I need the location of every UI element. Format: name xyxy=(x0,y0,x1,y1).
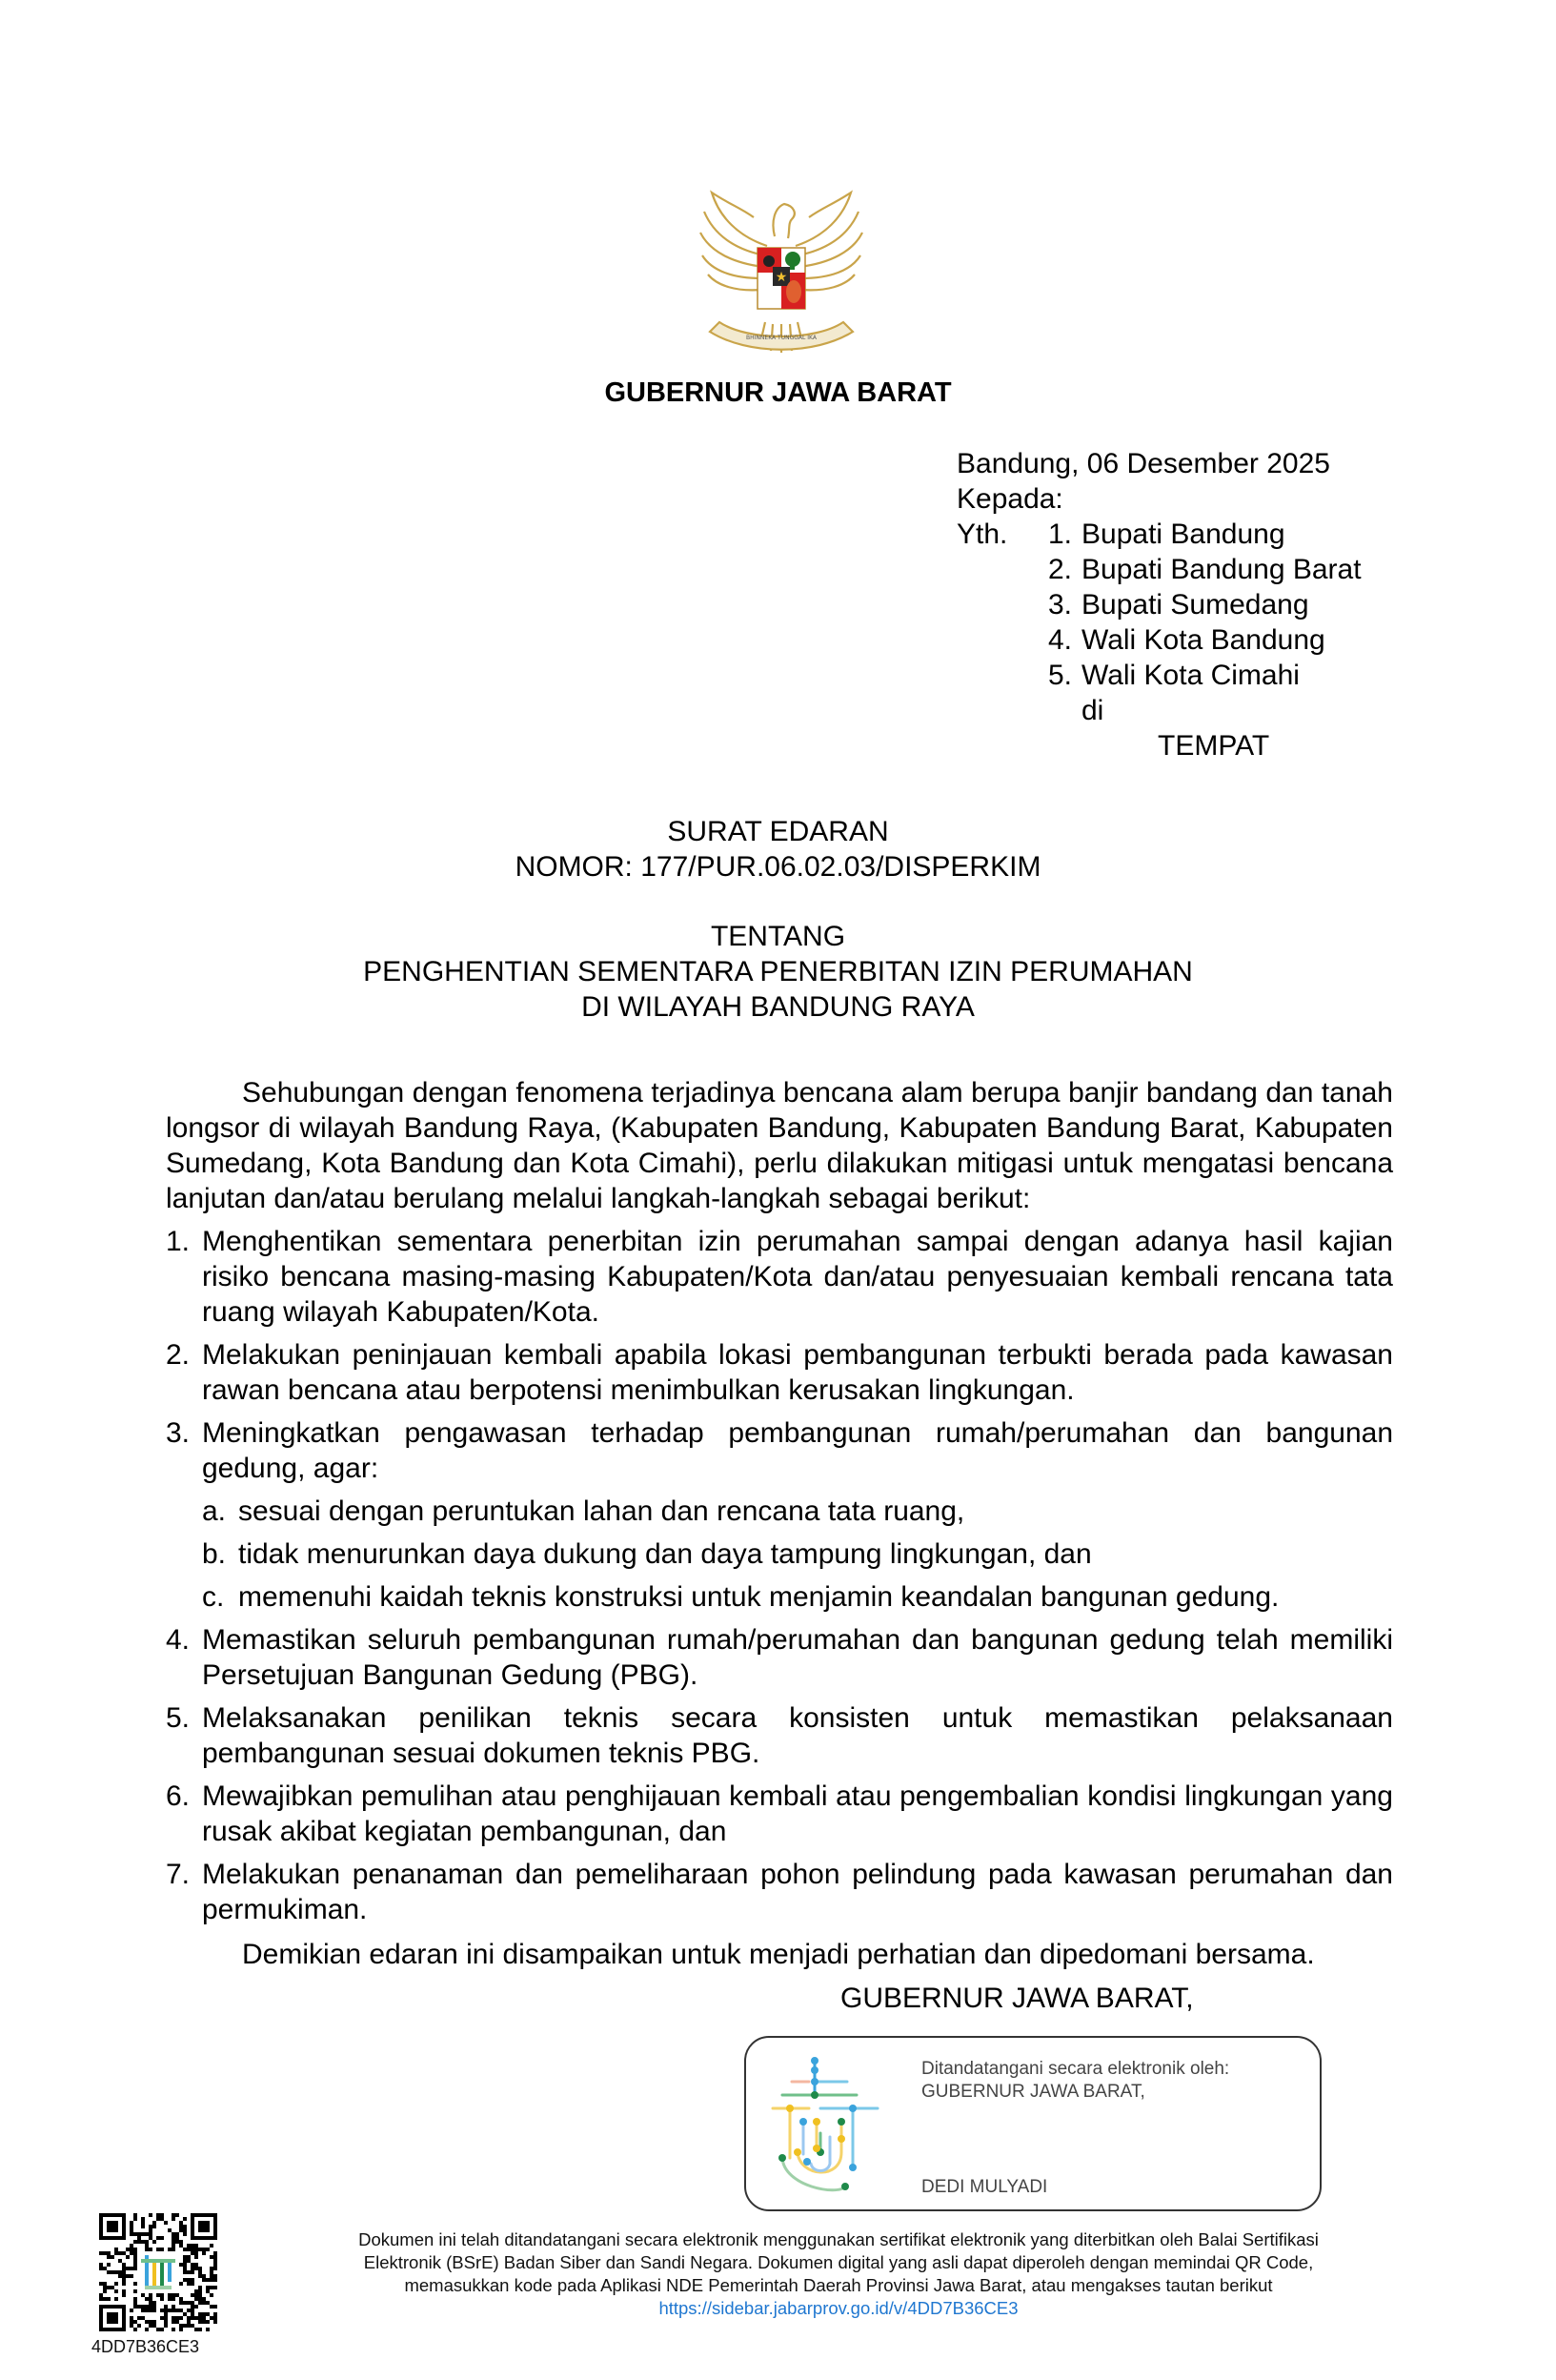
item-text: Meningkatkan pengawasan terhadap pembangunan rumah/perumahan dan bangunan gedung, agar: xyxy=(202,1417,1393,1484)
esign-position: GUBERNUR JAWA BARAT, xyxy=(921,2082,1145,2102)
subject-line-2: DI WILAYAH BANDUNG RAYA xyxy=(581,991,975,1023)
letter-type: SURAT EDARAN xyxy=(667,816,889,847)
signatory-title: GUBERNUR JAWA BARAT, xyxy=(840,1983,1194,2014)
footer-line-1: Dokumen ini telah ditandatangani secara elektronik menggunakan sertifikat elektronik yang diterbitkan oleh Balai Sertifikasi xyxy=(358,2229,1319,2249)
sub-list-item xyxy=(166,1579,1393,1615)
list-item xyxy=(166,1622,1393,1693)
letterhead-title: GUBERNUR JAWA BARAT xyxy=(604,377,952,408)
sub-item-text: memenuhi kaidah teknis konstruksi untuk menjamin keandalan bangunan gedung. xyxy=(238,1581,1280,1613)
footer-note xyxy=(267,2228,1410,2320)
qr-code-icon[interactable] xyxy=(99,2213,217,2331)
esign-label: Ditandatangani secara elektronik oleh: xyxy=(921,2059,1230,2079)
item-text: Melaksanakan penilikan teknis secara konsisten untuk memastikan pelaksanaan pembangunan sesuai dokumen teknis PBG. xyxy=(202,1702,1393,1769)
recipient-row xyxy=(957,658,1362,693)
footer-line-3: memasukkan kode pada Aplikasi NDE Pemerintah Daerah Provinsi Jawa Barat, atau mengakses tautan berikut xyxy=(404,2275,1273,2295)
intro-paragraph: Sehubungan dengan fenomena terjadinya bencana alam berupa banjir bandang dan tanah longsor di wilayah Bandung Raya, (Kabupaten Bandung, Kabupaten Bandung Barat, Kabupaten Sumedang, Kota Bandung dan Kota Cimahi), perlu dilakukan mitigasi untuk mengatasi bencana lanjutan dan/atau berulang melalui langkah-langkah sebagai berikut: xyxy=(166,1077,1393,1214)
recipient-num: 5. xyxy=(1047,660,1072,691)
item-number: 5. xyxy=(166,1702,191,1734)
list-item xyxy=(166,1700,1393,1771)
sub-item-letter: c. xyxy=(202,1581,225,1613)
sub-item-letter: a. xyxy=(202,1495,227,1527)
recipient-name: Bupati Bandung Barat xyxy=(1081,554,1362,585)
list-item xyxy=(166,1857,1393,1927)
recipient-row xyxy=(957,552,1362,587)
sub-item-text: sesuai dengan peruntukan lahan dan rencana tata ruang, xyxy=(238,1495,965,1527)
list-item xyxy=(166,1415,1393,1486)
jabar-esign-logo-icon xyxy=(771,2053,881,2196)
sub-list-item xyxy=(166,1494,1393,1529)
recipient-num: 1. xyxy=(1047,519,1072,550)
subject-line-1: PENGHENTIAN SEMENTARA PENERBITAN IZIN PERUMAHAN xyxy=(363,956,1193,987)
item-number: 2. xyxy=(166,1339,191,1371)
item-number: 7. xyxy=(166,1859,191,1890)
list-item xyxy=(166,1224,1393,1330)
item-number: 6. xyxy=(166,1780,191,1812)
list-item xyxy=(166,1337,1393,1408)
to-label: Kepada: xyxy=(957,483,1063,515)
tempat-label: TEMPAT xyxy=(1158,730,1270,762)
recipient-row xyxy=(957,517,1362,552)
sub-list-item xyxy=(166,1536,1393,1572)
recipient-num: 3. xyxy=(1047,589,1072,620)
letter-number: NOMOR: 177/PUR.06.02.03/DISPERKIM xyxy=(515,851,1041,883)
item-text: Memastikan seluruh pembangunan rumah/perumahan dan bangunan gedung telah memiliki Persetujuan Bangunan Gedung (PBG). xyxy=(202,1624,1393,1691)
list-item xyxy=(166,1779,1393,1849)
recipient-name: Wali Kota Cimahi xyxy=(1081,660,1300,691)
place-date: Bandung, 06 Desember 2025 xyxy=(957,448,1330,479)
di-label: di xyxy=(1081,695,1104,726)
closing-paragraph: Demikian edaran ini disampaikan untuk menjadi perhatian dan dipedomani bersama. xyxy=(242,1939,1315,1970)
recipient-row xyxy=(957,622,1362,658)
sub-item-letter: b. xyxy=(202,1538,227,1570)
svg-text:★: ★ xyxy=(775,270,788,285)
item-text: Melakukan peninjauan kembali apabila lokasi pembangunan terbukti berada pada kawasan rawan bencana atau berpotensi menimbulkan kerusakan lingkungan. xyxy=(202,1339,1393,1406)
recipient-name: Wali Kota Bandung xyxy=(1081,624,1325,656)
recipient-name: Bupati Bandung xyxy=(1081,519,1285,550)
sub-item-text: tidak menurunkan daya dukung dan daya tampung lingkungan, dan xyxy=(238,1538,1092,1570)
recipient-num: 4. xyxy=(1047,624,1072,656)
item-text: Melakukan penanaman dan pemeliharaan pohon pelindung pada kawasan perumahan dan permukiman. xyxy=(202,1859,1393,1925)
address-block xyxy=(957,446,1362,763)
emblem-motto: BHINNEKA TUNGGAL IKA xyxy=(746,335,817,341)
recipient-num: 2. xyxy=(1047,554,1072,585)
verification-link[interactable]: https://sidebar.jabarprov.go.id/v/4DD7B36CE3 xyxy=(658,2298,1019,2318)
item-text: Mewajibkan pemulihan atau penghijauan kembali atau pengembalian kondisi lingkungan yang rusak akibat kegiatan pembangunan, dan xyxy=(202,1780,1393,1847)
footer-line-2: Elektronik (BSrE) Badan Siber dan Sandi Negara. Dokumen digital yang asli dapat diperoleh dengan memindai QR Code, xyxy=(363,2252,1314,2272)
item-number: 1. xyxy=(166,1226,191,1257)
item-number: 4. xyxy=(166,1624,191,1656)
garuda-emblem-icon xyxy=(691,179,872,365)
document-code: 4DD7B36CE3 xyxy=(91,2337,200,2356)
recipient-name: Bupati Sumedang xyxy=(1081,589,1309,620)
e-signature-box xyxy=(744,2036,1322,2211)
esign-name: DEDI MULYADI xyxy=(921,2177,1048,2197)
yth-label: Yth. xyxy=(957,519,1008,550)
recipient-row xyxy=(957,587,1362,622)
about-label: TENTANG xyxy=(710,921,846,952)
item-text: Menghentikan sementara penerbitan izin perumahan sampai dengan adanya hasil kajian risiko bencana masing-masing Kabupaten/Kota dan/atau penyesuaian kembali rencana tata ruang wilayah Kabupaten/Kota. xyxy=(202,1226,1393,1328)
item-number: 3. xyxy=(166,1417,191,1449)
letter-body xyxy=(166,1075,1393,1972)
